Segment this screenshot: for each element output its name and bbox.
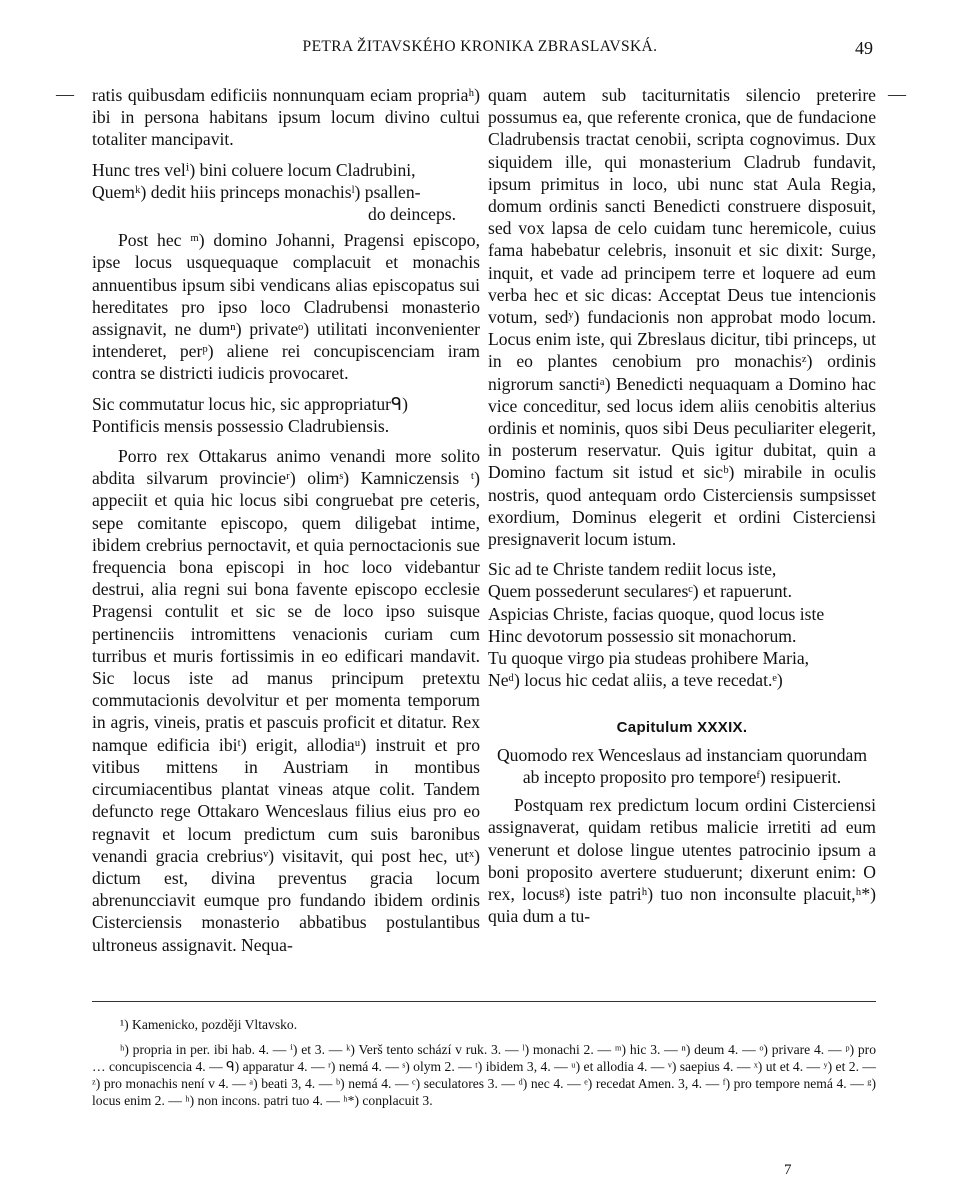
verse-line: Neᵈ) locus hic cedat aliis, a teve recedat.ᵉ) bbox=[488, 670, 783, 691]
right-column bbox=[488, 84, 876, 927]
verse-line: Quemᵏ) dedit hiis princeps monachisˡ) psallen- bbox=[92, 181, 421, 202]
verse-line: Hunc tres velⁱ) bini coluere locum Cladrubini, bbox=[92, 159, 416, 180]
footnote-editorial: ¹) Kamenicko, později Vltavsko. bbox=[120, 1017, 298, 1032]
left-column bbox=[92, 84, 480, 956]
verse-line: Sic commutatur locus hic, sic appropriaturᑫ) bbox=[92, 393, 408, 414]
right-paragraph-1: quam autem sub taciturnitatis silencio preterire possumus ea, que referente cronica, que de fundacione Cladrubensis tractat cenobii, scripta cognovimus. Dux siquidem ille, qui monasterium Cladrub fundavit, ipsum primitus in loco, ubi nunc stat Aula Regia, domum ordinis sancti Benedicti construere disposuit, sed vox lapsa de celo cuidam tunc heremicole, cuius fama habebatur celebris, insonuit et sic dixit: Surge, inquit, et vade ad principem terre et loquere ad eum verba hec et sic dicas: Acceptat Deus tue intencionis votum, sedʸ) fundacionis non approbat modo locum. Locus enim iste, qui Zbreslaus dicitur, tibi princeps, ut in eo plantes cenobium pro monachisᶻ) ordinis nigrorum sanctiᵃ) Benedicti nequaquam a Domino hac vice conceditur, sed locus idem aliis cenobitis alterius ordinis et nominis, quos sibi Deus peculiariter elegerit, in posterum reservatur. Quis igitur dubitat, quin a Domino factum sit istud et sicᵇ) mirabile in oculis nostris, quod antequam ordo Cisterciensis sumpsisset exordium, Dominus elegerit et ordini Cisterciensi presignaverit locum istum. bbox=[488, 85, 876, 550]
verse-line: Pontificis mensis possessio Cladrubiensis. bbox=[92, 415, 390, 436]
verse-line: do deinceps. bbox=[368, 204, 456, 225]
footnote-apparatus: ʰ) propria in per. ibi hab. 4. — ⁱ) et 3. — ᵏ) Verš tento schází v ruk. 3. — ˡ) monachi 2. — ᵐ) hic 3. — ⁿ) deum 4. — ᵒ) privare 4. — ᵖ) pro … concupiscencia 4. — ᑫ) apparatur 4. — ʳ) nemá 4. — ˢ) olym 2. — ᵗ) ibidem 3, 4. — ᵘ) et allodia 4. — ᵛ) saepius 4. — ˣ) ut et 4. — ʸ) et 2. — ᶻ) pro monachis není v 4. — ᵃ) beati 3, 4. — ᵇ) nemá 4. — ᶜ) seculatores 3. — ᵈ) nec 4. — ᵉ) recedat Amen. 3, 4. — ᶠ) pro tempore nemá 4. — ᵍ) locus enim 2. — ʰ) non incons. patri tuo 4. — ʰ*) conplacuit 3. bbox=[92, 1042, 876, 1108]
right-verse bbox=[488, 558, 876, 691]
running-title: PETRA ŽITAVSKÉHO KRONIKA ZBRASLAVSKÁ. bbox=[302, 38, 658, 55]
chapter-title: Quomodo rex Wenceslaus ad instanciam quorundam ab incepto proposito pro temporeᶠ) resipuerit. bbox=[496, 744, 868, 787]
left-paragraph-3: Porro rex Ottakarus animo venandi more solito abdita silvarum provincieʳ) olimˢ) Kamniczensis ᵗ) appeciit et quia hic locus sibi congruebat pre ceteris, sepe comitante episcopo, quem diligebat intime, ibidem crebrius pernoctavit, et quia pernoctacionis sue frequencia bona episcopi in hoc loco videbantur destrui, alia regni sui bona favente episcopo ecclesie Pragensi contulit et sic se de loco ipso suisque pertinenciis intromittens venacionis curiam cum turribus et muris fortissimis in eo edificari mandavit. Sic locus iste ad manus principum pretextu commutacionis devolvitur et per momenta temporum in agris, vineis, pratis et pascuis proficit et ditatur. Rex namque edificia ibiᵗ) erigit, allodiaᵘ) instruit et pro vitibus mittens in Austriam in montibus circumiacentibus plantat vineas atque colit. Tandem defuncto rege Ottakaro Wenceslaus filius eius pro eo regnavit et locum predictum cum suis baronibus venandi gracia crebriusᵛ) visitavit, qui post hec, utˣ) dictum est, divina preventus gracia locum abrenuncciavit eumque pro fundando ibidem ordinis Cisterciensis monasterio abbatibus postulantibus ultroneus assignavit. Nequa- bbox=[92, 446, 480, 955]
verse-line: Sic ad te Christe tandem rediit locus iste, bbox=[488, 559, 777, 580]
footnotes bbox=[92, 1016, 876, 1109]
verse-line: Aspicias Christe, facias quoque, quod locus iste bbox=[488, 603, 825, 624]
verse-line: Quem possederunt secularesᶜ) et rapuerunt. bbox=[488, 581, 792, 602]
left-verse-2 bbox=[92, 393, 480, 437]
chapter-heading: Capitulum XXXIX. bbox=[616, 719, 748, 737]
verse-line: Tu quoque virgo pia studeas prohibere Maria, bbox=[488, 648, 810, 669]
continuation-dash-left: — bbox=[56, 84, 74, 104]
left-paragraph-1: ratis quibusdam edificiis nonnunquam eciam propriaʰ) ibi in persona habitans ipsum locum divino cultui totaliter mancipavit. bbox=[92, 85, 480, 150]
signature-mark: 7 bbox=[784, 1162, 792, 1178]
right-paragraph-2: Postquam rex predictum locum ordini Cisterciensi assignaverat, quidam retibus malicie irretiti ad eum venerunt et dolose lingue utentes patrocinio ipsum a boni proposito avertere studuerunt; dixerunt enim: O rex, locusᵍ) iste patriʰ) tuo non inconsulte placuit,ʰ*) quia dum a tu- bbox=[488, 795, 876, 927]
left-paragraph-2: Post hec ᵐ) domino Johanni, Pragensi episcopo, ipse locus usquequaque complacuit et monachis annuentibus ipsum sibi vendicans alias episcopatus sui hereditates pro ipso loco Cladrubensi monasterio assignavit, ne dumⁿ) privateᵒ) utilitati inconvenienter intenderet, perᵖ) aliene rei concupiscenciam iram contra se districti iudicis provocaret. bbox=[92, 230, 480, 384]
verse-line: Hinc devotorum possessio sit monachorum. bbox=[488, 625, 797, 646]
continuation-dash-right: — bbox=[888, 84, 906, 104]
left-verse-1 bbox=[92, 159, 480, 226]
page-number: 49 bbox=[855, 38, 873, 58]
footnote-divider bbox=[92, 1001, 876, 1002]
